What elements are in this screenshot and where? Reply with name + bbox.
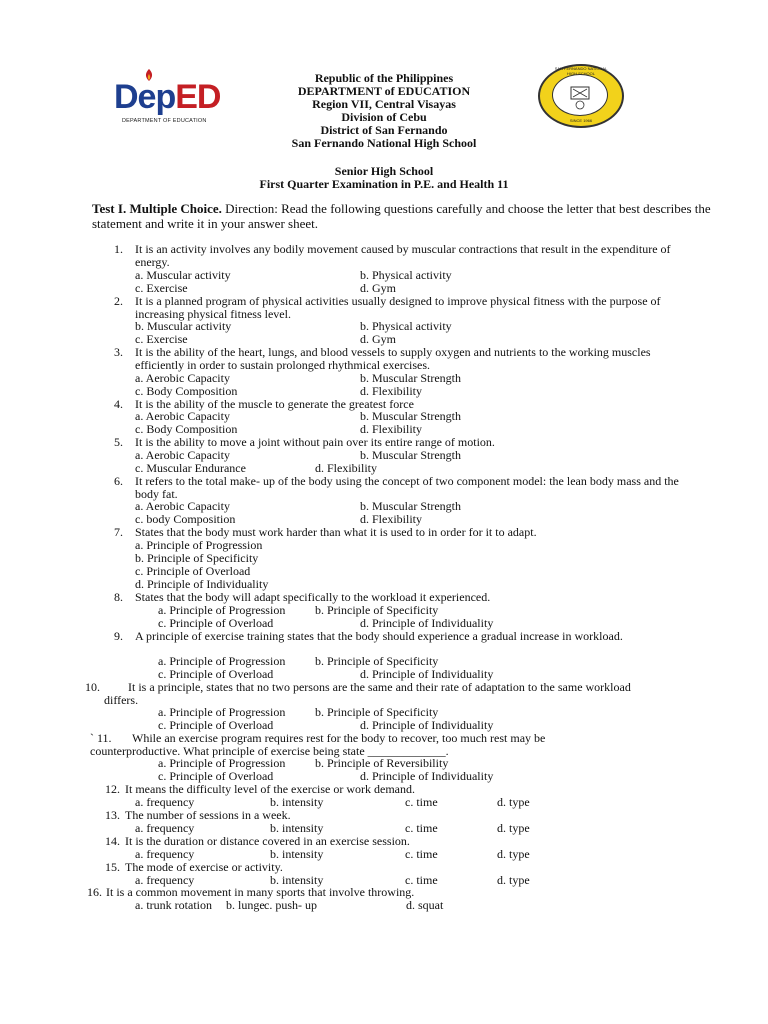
answer-option: d. Flexibility [315,461,378,475]
answer-option: b. Principle of Specificity [315,705,439,719]
question-text: It is the ability of the muscle to generate the greatest force [135,397,414,411]
answer-option: b. Muscular Strength [360,371,461,385]
question-text: States that the body will adapt specifically to the workload it experienced. [135,590,491,604]
answer-option: d. Principle of Individuality [135,577,269,591]
answer-option: d. type [497,873,530,887]
answer-option: a. frequency [135,795,195,809]
answer-option: a. Aerobic Capacity [135,499,230,513]
answer-option: d. Principle of Individuality [360,667,494,681]
answer-option: d. Flexibility [360,512,423,526]
answer-option: c. Exercise [135,332,188,346]
question-text: It is a planned program of physical activities usually designed to improve physical fitness with the purpose of increasing physical fitness level. [135,294,661,321]
answer-option: a. frequency [135,873,195,887]
answer-option: c. Principle of Overload [135,564,251,578]
question-number: 12. [105,782,120,796]
header-line: San Fernando National High School [291,136,477,150]
exam-title-line: Senior High School [334,164,434,178]
seal-top-text: SAN FERNANDO NATIONAL HIGH SCHOOL [554,66,608,76]
answer-option: a. Principle of Progression [158,756,286,770]
question-number: 13. [105,808,120,822]
question-number: ` 11. [90,731,112,745]
answer-option: a. Muscular activity [135,268,231,282]
answer-option: a. Principle of Progression [158,603,286,617]
question-number: 7. [114,525,123,539]
question-number: 8. [114,590,123,604]
question-text: It is the ability of the heart, lungs, and blood vessels to supply oxygen and nutrients to the working muscles efficiently in order to sustain prolonged rhythmical exercises. [135,345,651,372]
question-text: The number of sessions in a week. [125,808,291,822]
answer-option: b. Physical activity [360,319,452,333]
answer-option: c. Body Composition [135,384,238,398]
answer-option: d. Principle of Individuality [360,769,494,783]
deped-word-ed: ED [175,78,221,116]
answer-option: a. frequency [135,821,195,835]
question-text: It is an activity involves any bodily movement caused by muscular contractions that result in the expenditure of energy. [135,242,671,269]
deped-word-dep: Dep [114,78,176,116]
question-text: While an exercise program requires rest for the body to recover, too much rest may be counterproductive. What principle of exercise being state _____________. [90,731,546,758]
answer-option: a. Principle of Progression [158,705,286,719]
question-text: It is a common movement in many sports that involve throwing. [106,885,415,899]
answer-option: b. Principle of Reversibility [315,756,449,770]
answer-option: b. Principle of Specificity [315,603,439,617]
answer-option: b. Principle of Specificity [315,654,439,668]
question-text: It means the difficulty level of the exercise or work demand. [125,782,416,796]
deped-subtitle: DEPARTMENT OF EDUCATION [122,118,207,124]
exam-title-line: First Quarter Examination in P.E. and Health 11 [259,177,509,191]
question-text: It is the ability to move a joint without pain over its entire range of motion. [135,435,495,449]
answer-option: b. intensity [270,873,324,887]
answer-option: d. type [497,847,530,861]
question-number: 14. [105,834,120,848]
answer-option: d. type [497,821,530,835]
answer-option: c. Muscular Endurance [135,461,246,475]
answer-option: b. Physical activity [360,268,452,282]
answer-option: d. Gym [360,281,396,295]
question-text: States that the body must work harder than what it is used to in order for it to adapt. [135,525,537,539]
question-text: It is the duration or distance covered in an exercise session. [125,834,410,848]
question-number: 2. [114,294,123,308]
test-directions [92,201,712,231]
header-line: Region VII, Central Visayas [312,97,456,111]
question-text: A principle of exercise training states that the body should experience a gradual increase in workload. [135,629,623,643]
answer-option: c. Body Composition [135,422,238,436]
answer-option: c. Principle of Overload [158,616,274,630]
question-text: The mode of exercise or activity. [125,860,283,874]
answer-option: a. Aerobic Capacity [135,448,230,462]
question-number: 3. [114,345,123,359]
directions-text: Direction: Read the following questions carefully and choose the letter that best describes the statement and write it in your answer sheet. [92,201,711,231]
seal-bottom-text: SINCE 1966 [569,118,593,123]
answer-option: c. Principle of Overload [158,667,274,681]
question-number: 10. [85,680,100,694]
answer-option: d. Principle of Individuality [360,718,494,732]
answer-option: a. frequency [135,847,195,861]
question-number: 4. [114,397,123,411]
header-line: DEPARTMENT of EDUCATION [297,84,471,98]
answer-option: a. trunk rotation [135,898,212,912]
answer-option: a. Aerobic Capacity [135,371,230,385]
test-label: Test I. Multiple Choice. [92,201,222,216]
question-text: It refers to the total make- up of the body using the concept of two component model: the lean body mass and the body fat. [135,474,679,501]
answer-option: b. Muscular Strength [360,448,461,462]
answer-option: b. Muscular Strength [360,499,461,513]
answer-option: b. intensity [270,795,324,809]
answer-option: c. Principle of Overload [158,718,274,732]
exam-title [0,165,768,191]
question-number: 9. [114,629,123,643]
answer-option: b. Muscular activity [135,319,232,333]
answer-option: c. Principle of Overload [158,769,274,783]
institution-header [0,72,768,150]
answer-option: c. time [405,873,438,887]
answer-option: b. intensity [270,847,324,861]
question-number: 16. [87,885,102,899]
answer-option: a. Aerobic Capacity [135,409,230,423]
answer-option: b. lunge [226,898,265,912]
answer-option: b. intensity [270,821,324,835]
question-number: 5. [114,435,123,449]
answer-option: a. Principle of Progression [158,654,286,668]
answer-option: a. Principle of Progression [135,538,263,552]
answer-option: d. Gym [360,332,396,346]
question-number: 15. [105,860,120,874]
question-number: 6. [114,474,123,488]
answer-option: d. Flexibility [360,422,423,436]
answer-option: d. Principle of Individuality [360,616,494,630]
answer-option: c. body Composition [135,512,236,526]
answer-option: c. time [405,821,438,835]
answer-option: d. type [497,795,530,809]
answer-option: c. push- up [264,898,317,912]
question-text: It is a principle, states that no two persons are the same and their rate of adaptation to the same workload differs. [104,680,631,707]
answer-option: c. time [405,847,438,861]
header-line: District of San Fernando [320,123,448,137]
header-line: Division of Cebu [341,110,427,124]
answer-option: b. Principle of Specificity [135,551,259,565]
answer-option: b. Muscular Strength [360,409,461,423]
answer-option: d. Flexibility [360,384,423,398]
header-line: Republic of the Philippines [314,71,454,85]
question-number: 1. [114,242,123,256]
answer-option: d. squat [406,898,444,912]
answer-option: c. time [405,795,438,809]
answer-option: c. Exercise [135,281,188,295]
